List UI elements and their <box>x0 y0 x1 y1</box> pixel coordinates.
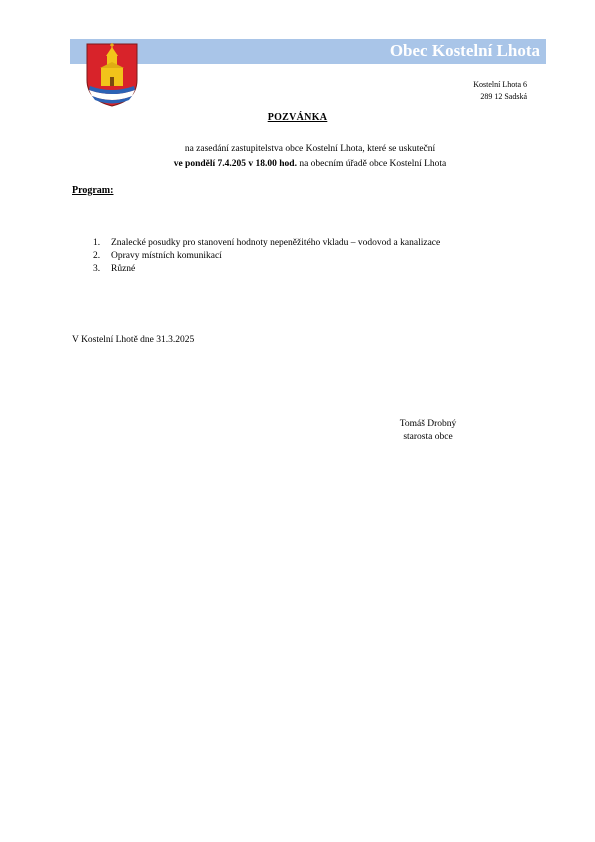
agenda-item <box>93 237 440 250</box>
meeting-place: na obecním úřadě obce Kostelní Lhota <box>296 159 447 169</box>
program-label: Program: <box>72 185 114 196</box>
intro-text <box>0 142 595 172</box>
document-title: POZVÁNKA <box>267 112 328 123</box>
agenda-item <box>93 250 440 263</box>
agenda-item-text: Opravy místních komunikací <box>111 251 222 261</box>
intro-line-2 <box>0 157 595 172</box>
address-block <box>473 79 527 103</box>
municipality-title: Obec Kostelní Lhota <box>389 41 540 60</box>
agenda-list <box>93 237 440 276</box>
header-bar <box>70 39 546 64</box>
address-postal: 289 12 Sadská <box>480 92 527 101</box>
agenda-item-text: Znalecké posudky pro stanovení hodnoty nepeněžitého vkladu – vodovod a kanalizace <box>111 238 441 248</box>
agenda-item-number: 1. <box>93 238 101 248</box>
intro-line-1: na zasedání zastupitelstva obce Kostelní Lhota, které se uskuteční <box>184 144 436 154</box>
agenda-item-text: Různé <box>111 264 136 274</box>
church-crest-icon <box>85 42 139 108</box>
agenda-item-number: 3. <box>93 264 101 274</box>
agenda-item-number: 2. <box>93 251 101 261</box>
address-street: Kostelní Lhota 6 <box>473 80 527 89</box>
signature-block <box>378 418 478 444</box>
signatory-name: Tomáš Drobný <box>399 419 457 429</box>
agenda-item <box>93 263 440 276</box>
meeting-datetime: ve pondělí 7.4.205 v 18.00 hod. <box>173 159 297 169</box>
signatory-role: starosta obce <box>403 432 453 442</box>
place-date: V Kostelní Lhotě dne 31.3.2025 <box>72 335 195 345</box>
